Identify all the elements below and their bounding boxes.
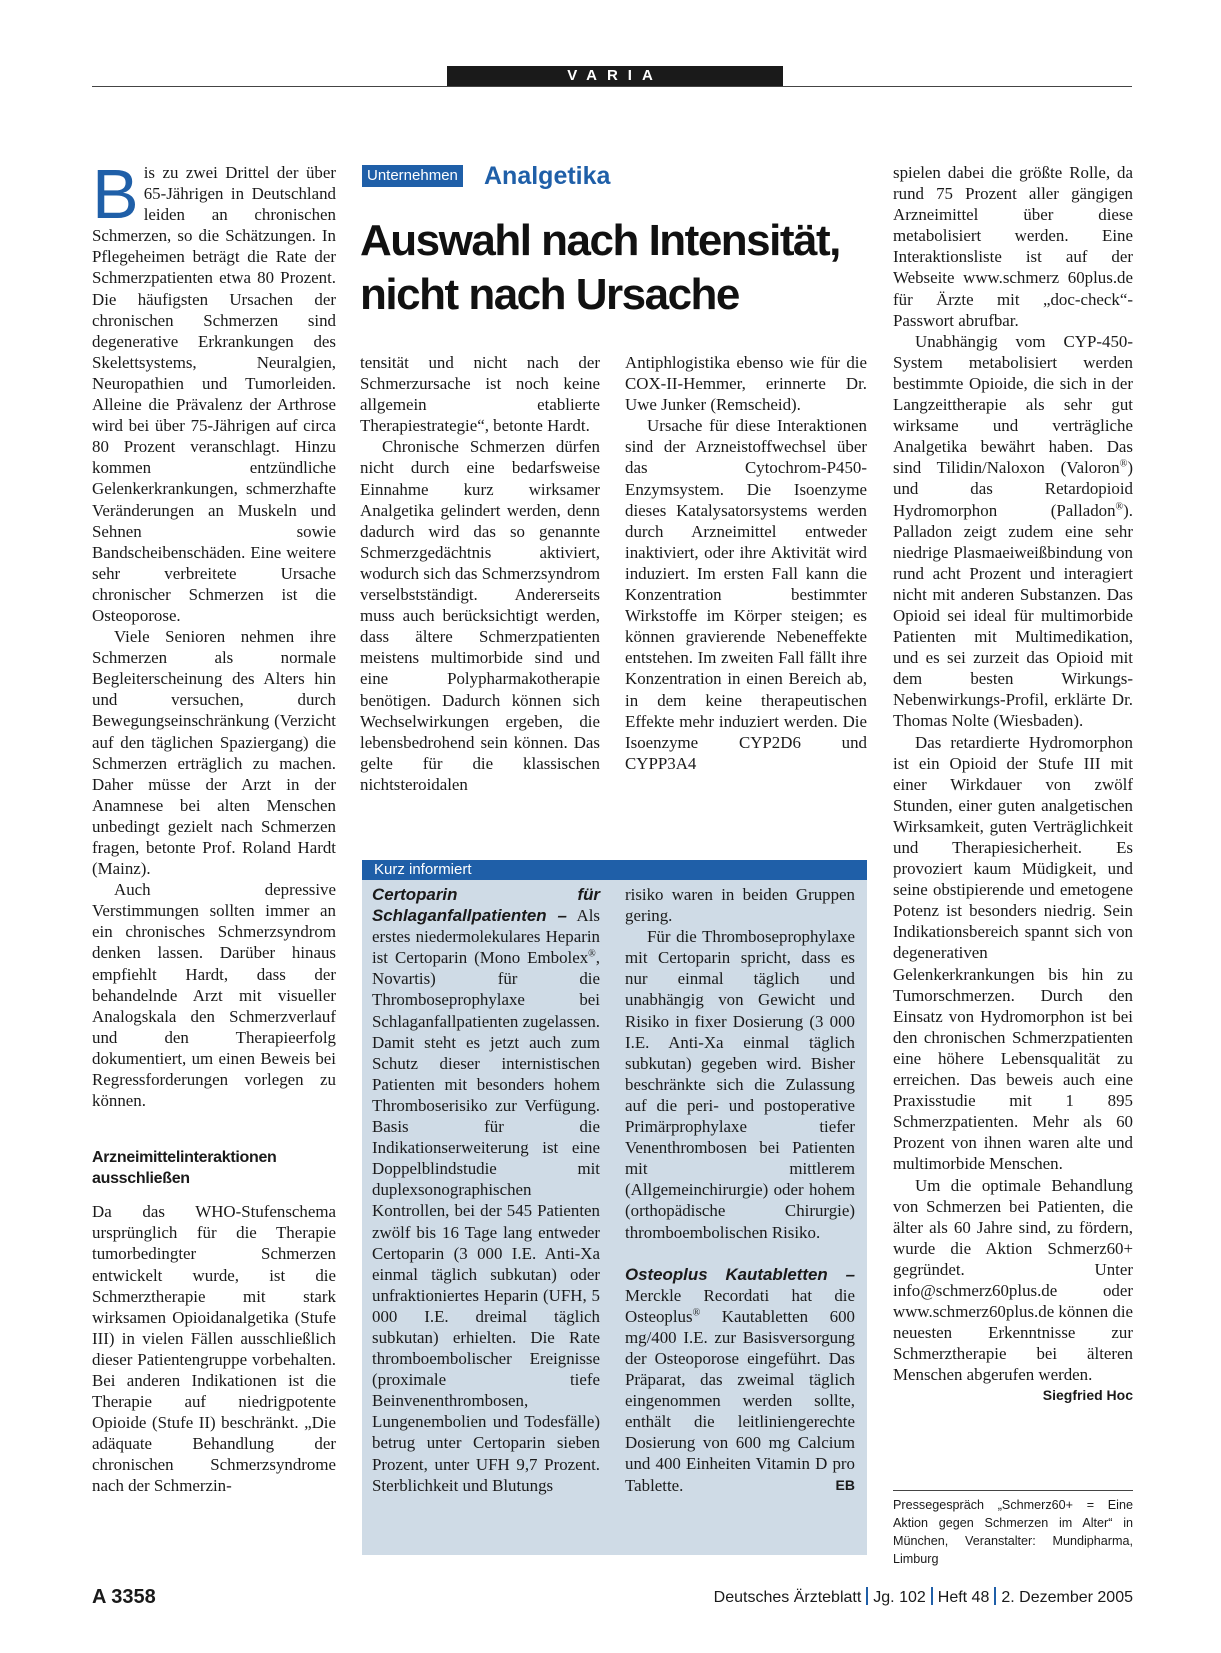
volume: Jg. 102 xyxy=(873,1589,926,1606)
paragraph: Ursache für diese Interaktionen sind der Arzneistoffwechsel über das Cytochrom-P450-Enzymsystem. Die Isoenzyme dieses Katalysatorsystems werden durch Arzneimittel entweder inaktiviert, oder ihre Aktivität wird induziert. Im ersten Fall kann die Konzentration bestimmter Wirkstoffe im Körper steigen; es können gravierende Nebeneffekte entstehen. Im zweiten Fall fällt ihre Konzentration in einen Bereich ab, in dem keine therapeutischen Effekte mehr induziert werden. Die Isoenzyme CYP2D6 und CYPP3A4 xyxy=(625,416,867,773)
footnote: Pressegespräch „Schmerz60+ = Eine Aktion gegen Schmerzen im Alter“ in München, Veranstalter: Mundipharma, Limburg xyxy=(893,1498,1133,1566)
header-rule xyxy=(92,86,1132,87)
box-item: risiko waren in beiden Gruppen gering. xyxy=(625,885,855,926)
box-item-heading: Certoparin für Schlaganfallpatienten – xyxy=(372,885,600,926)
paragraph: Das retardierte Hydromorphon ist ein Opioid der Stufe III mit einer Wirkdauer von zwölf Stunden, einer guten analgetischen Wirksamkeit, guten Verträglichkeit und Therapiesicherheit. Es provoziert kaum Müdigkeit, und seine obstipierende und emetogene Potenz ist besonders niedrig. Sein Indikationsbereich spannt sich von degenerativen Gelenkerkrankungen bis hin zu Tumorschmerzen. Durch den Einsatz von Hydromorphon ist bei den chronischen Schmerzpatienten eine höhere Lebensqualität zu erreichen. Das beweis auch eine Praxisstudie mit 1 895 Schmerzpatienten. Mehr als 60 Prozent von ihnen waren alte und multimorbide Menschen. xyxy=(893,732,1133,1174)
column-3 xyxy=(625,352,867,774)
separator xyxy=(931,1587,933,1605)
column-2 xyxy=(360,352,600,795)
box-item: Osteoplus Kautabletten – Merckle Recordati hat die Osteoplus® Kautabletten 600 mg/400 I.E. zur Basisversorgung der Osteoporose eingeführt. Das Präparat, das zweimal täglich eingenommen werden sollte, enthält die leitliniengerechte Dosierung von 600 mg Calcium und 400 Einheiten Vitamin D pro Tablette. EB xyxy=(625,1264,855,1495)
paragraph: Viele Senioren nehmen ihre Schmerzen als normale Begleiterscheinung des Alters hin und versuchen, durch Bewegungseinschränkung (Verzicht auf den täglichen Spaziergang) die Schmerzen erträglich zu machen. Daher müsse der Arzt in der Anamnese bei alten Menschen unbedingt gezielt nach Schmerzen fragen, betonte Prof. Roland Hardt (Mainz). xyxy=(92,627,336,879)
subheading: Arzneimittelinteraktionen ausschließen xyxy=(92,1149,277,1188)
category-tag: Unternehmen xyxy=(362,165,463,187)
box-item-heading: Osteoplus Kautabletten – xyxy=(625,1264,855,1284)
paragraph: Auch depressive Verstimmungen sollten immer an ein chronisches Schmerzsyndrom denken lassen. Darüber hinaus empfiehlt Hardt, dass der behandelnde Arzt mit visueller Analogskala den Schmerzverlauf und den Therapieerfolg dokumentiert, um einen Beweis bei Regressforderungen vorlegen zu können. xyxy=(92,880,336,1111)
paragraph: Antiphlogistika ebenso wie für die COX-II-Hemmer, erinnerte Dr. Uwe Junker (Remscheid). xyxy=(625,353,867,415)
info-box-column-1 xyxy=(372,884,600,1496)
separator xyxy=(994,1587,996,1605)
box-signature: EB xyxy=(835,1476,855,1493)
intro-paragraph: Bis zu zwei Drittel der über 65-Jährigen in Deutschland leiden an chronischen Schmerzen, so die Schätzungen. In Pflegeheimen beträgt die Rate der Schmerzpatienten etwa 80 Prozent. Die häufigsten Ursachen der chronischen Schmerzen sind degenerative Erkrankungen des Skelettsystems, Neuralgien, Neuropathien und Tumorleiden. Alleine die Prävalenz der Arthrose wird bei über 75-Jährigen auf circa 80 Prozent veranschlagt. Hinzu kommen entzündliche Gelenkerkrankungen, schmerzhafte Veränderungen an Muskeln und Sehnen sowie Bandscheibenschäden. Eine weitere sehr verbreitete Ursache chronischer Schmerzen ist die Osteoporose. xyxy=(92,155,336,625)
box-item: Für die Thromboseprophylaxe mit Certoparin spricht, dass es nur einmal täglich und unabhängig von Gewicht und Risiko in fixer Dosierung (3 000 I.E. Anti-Xa einmal täglich subkutan) gegeben wird. Bisher beschränkte sich die Zulassung auf die peri- und postoperative Primärprophylaxe tiefer Venenthrombosen bei Patienten mit mittlerem (Allgemeinchirurgie) oder hohem (orthopädische Chirurgie) thromboembolischen Risiko. xyxy=(625,927,855,1242)
column-4 xyxy=(893,162,1133,1407)
paragraph: tensität und nicht nach der Schmerzursache ist noch keine allgemein etablierte Therapiestrategie“, betonte Hardt. xyxy=(360,353,600,436)
footer-citation xyxy=(714,1587,1133,1609)
drop-cap: B xyxy=(92,155,139,233)
paragraph: Um die optimale Behandlung von Schmerzen bei Patienten, die älter als 60 Jahre sind, zu fördern, wurde die Aktion Schmerz60+ gegründet. Unter info@schmerz60plus.de oder www.schmerz60plus.de können die neuesten Erkenntnisse zur Schmerztherapie bei älteren Menschen abgerufen werden. Siegfried Hoc xyxy=(893,1175,1133,1386)
kicker: Analgetika xyxy=(484,162,611,190)
column-1 xyxy=(92,155,336,1497)
separator xyxy=(866,1587,868,1605)
paragraph: spielen dabei die größte Rolle, da rund 75 Prozent aller gängigen Arzneimittel über diese metabolisiert werden. Eine Interaktionsliste ist auf der Webseite www.schmerz 60plus.de für Ärzte mit „doc-check“-Passwort abrufbar. xyxy=(893,163,1133,330)
info-box-column-2 xyxy=(625,884,855,1496)
paragraph: Unabhängig vom CYP-450-System metabolisiert werden bestimmte Opioide, die sich in der Langzeittherapie als sehr gut wirksame und verträgliche Analgetika bewährt haben. Das sind Tilidin/Naloxon (Valoron®) und das Retardopioid Hydromorphon (Palladon®). Palladon zeigt zudem eine sehr niedrige Plasmaeiweißbindung von rund acht Prozent und interagiert nicht mit anderen Substanzen. Das Opioid sei ideal für multimorbide Patienten mit Multimedikation, und es sei zurzeit das Opioid mit dem besten Wirkungs-Nebenwirkungs-Profil, erklärte Dr. Thomas Nolte (Wiesbaden). xyxy=(893,331,1133,731)
footnote-rule xyxy=(893,1490,1133,1491)
journal-name: Deutsches Ärzteblatt xyxy=(713,1589,862,1606)
paragraph: Da das WHO-Stufenschema ursprünglich für die Therapie tumorbedingter Schmerzen entwickelt wurde, ist die Schmerztherapie mit stark wirksamen Opioidanalgetika (Stufe III) in vielen Fällen ausschließlich dieser Patientengruppe vorbehalten. Bei anderen Indikationen ist die Therapie auf niedrigpotente Opioide (Stufe II) beschränkt. „Die adäquate Behandlung der chronischen Schmerzsyndrome nach der Schmerzin- xyxy=(92,1202,336,1496)
info-box-header: Kurz informiert xyxy=(362,860,867,880)
page-number: A 3358 xyxy=(92,1586,156,1608)
headline: Auswahl nach Intensität, nicht nach Ursache xyxy=(360,216,840,319)
date: 2. Dezember 2005 xyxy=(1001,1589,1133,1606)
issue: Heft 48 xyxy=(937,1589,990,1606)
section-label: VARIA xyxy=(447,66,783,86)
box-item: Certoparin für Schlaganfallpatienten – Als erstes niedermolekulares Heparin ist Certoparin (Mono Embolex®, Novartis) für die Thromboseprophylaxe bei Schlaganfallpatienten zugelassen. Damit steht es jetzt auch zum Schutz dieser internistischen Patienten mit besonders hohem Thromboserisiko zur Verfügung. Basis für die Indikationserweiterung ist eine Doppelblindstudie mit duplexsonographischen Kontrollen, bei der 545 Patienten zwölf bis 16 Tage lang entweder Certoparin (3 000 I.E. Anti-Xa einmal täglich subkutan) oder unfraktioniertes Heparin (UFH, 5 000 I.E. dreimal täglich subkutan) erhielten. Die Rate thromboembolischer Ereignisse (proximale tiefe Beinvenenthrombosen, Lungenembolien und Todesfälle) betrug unter Certoparin sieben Prozent, unter UFH 9,7 Prozent. Sterblichkeit und Blutungs xyxy=(372,885,600,1495)
paragraph: Chronische Schmerzen dürfen nicht durch eine bedarfsweise Einnahme kurz wirksamer Analgetika gelindert werden, denn dadurch wird das so genannte Schmerzgedächtnis aktiviert, wodurch sich das Schmerzsyndrom verselbstständigt. Andererseits muss auch berücksichtigt werden, dass ältere Schmerzpatienten meistens multimorbide sind und eine Polypharmakotherapie benötigen. Dadurch können sich Wechselwirkungen ergeben, die lebensbedrohend sein können. Das gelte für die klassischen nichtsteroidalen xyxy=(360,437,600,794)
author: Siegfried Hoc xyxy=(1042,1387,1133,1404)
